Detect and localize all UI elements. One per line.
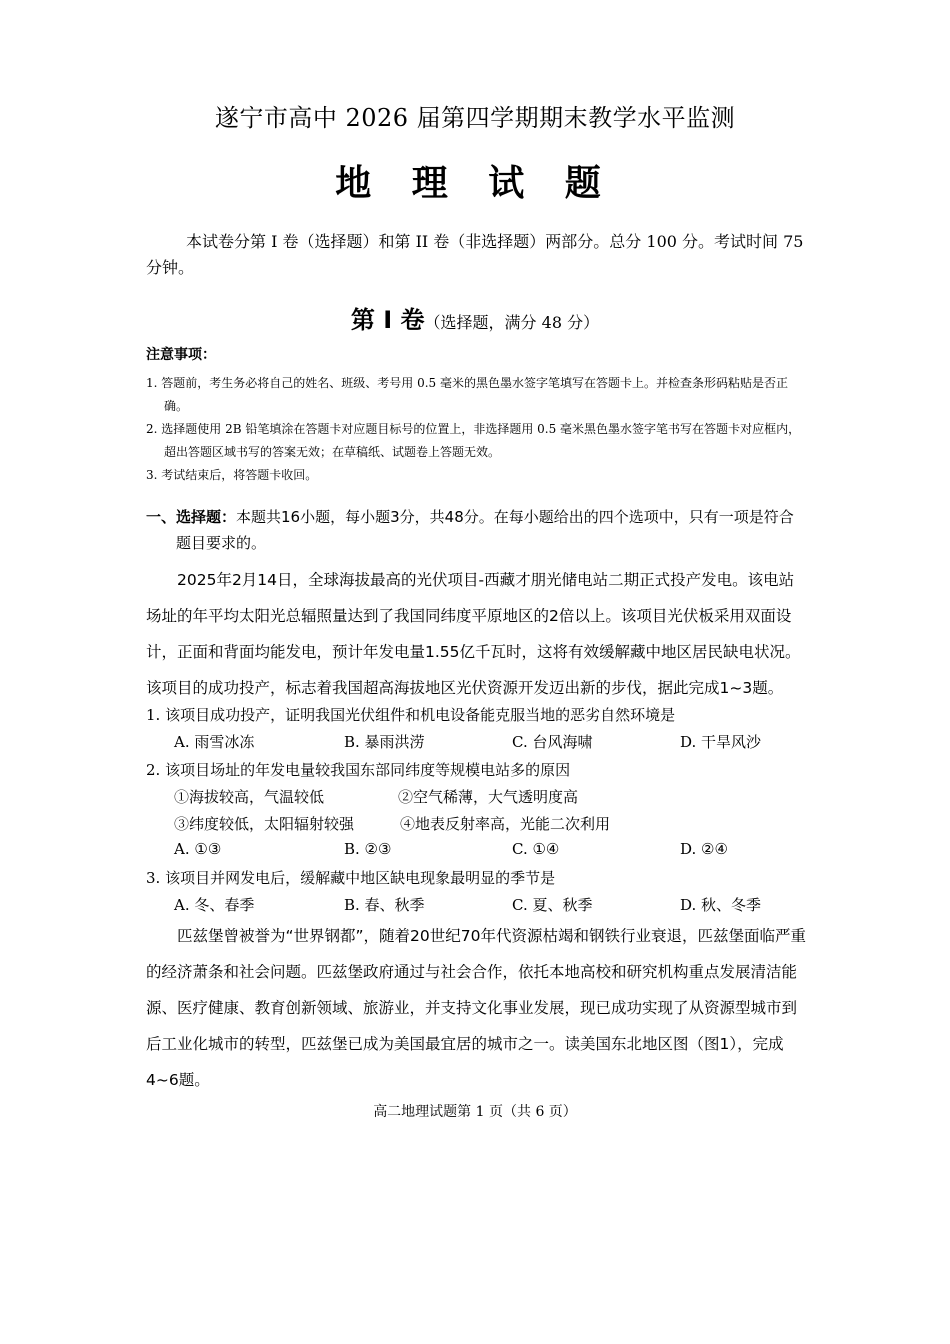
section-text: 本题共16小题，每小题3分，共48分。在每小题给出的四个选项中，只有一项是符合题目要求的。 [176,508,794,552]
question-stem: 3. 该项目并网发电后，缓解藏中地区缺电现象最明显的季节是 [146,869,556,887]
question-option: C. 台风海啸 [512,733,593,751]
question-statement: ④地表反射率高，光能二次利用 [400,815,611,833]
question-statement: ③纬度较低，太阳辐射较强 [174,815,355,833]
question-option: B. 暴雨洪涝 [344,733,425,751]
reading-passage: 匹兹堡曾被誉为“世界钢都”，随着20世纪70年代资源枯竭和钢铁行业衰退，匹兹堡面临严重的经济萧条和社会问题。匹兹堡政府通过与社会合作，依托本地高校和研究机构重点发展清洁能源、医疗健康、教育创新领域、旅游业，并支持文化事业发展，现已成功实现了从资源型城市到后工业化城市的转型，匹兹堡已成为美国最宜居的城市之一。读美国东北地区图（图1），完成4~6题。 [146,927,807,1089]
part-one-title: 第 I 卷 [350,306,425,334]
question-option: A. ①③ [174,840,222,858]
section-label: 一、选择题： [146,508,237,526]
question-option: C. ①④ [512,840,560,858]
section-heading [146,504,808,556]
subject-title: 地 理 试 题 [335,163,615,204]
question-stem: 2. 该项目场址的年发电量较我国东部同纬度等规模电站多的原因 [146,761,571,779]
part-one-subtitle: （选择题，满分 48 分） [424,313,600,332]
question-option: B. ②③ [344,840,392,858]
question-option: A. 雨雪冰冻 [174,733,255,751]
question-statement: ②空气稀薄，大气透明度高 [398,788,579,806]
question-option: D. 干旱风沙 [680,733,762,751]
note-item: 1. 答题前，考生务必将自己的姓名、班级、考号用 0.5 毫米的黑色墨水签字笔填写在答题卡上。并检查条形码粘贴是否正确。 [146,376,788,413]
notes-title: 注意事项： [146,347,216,363]
question-option: C. 夏、秋季 [512,896,593,914]
question-option: A. 冬、春季 [174,896,255,914]
note-item: 3. 考试结束后，将答题卡收回。 [146,468,318,482]
exam-title: 遂宁市高中 2026 届第四学期期末教学水平监测 [214,104,736,132]
page-footer: 高二地理试题第 1 页（共 6 页） [373,1104,577,1120]
reading-passage: 2025年2月14日，全球海拔最高的光伏项目-西藏才朋光储电站二期正式投产发电。该电站场址的年平均太阳光总辐照量达到了我国同纬度平原地区的2倍以上。该项目光伏板采用双面设计，正面和背面均能发电，预计年发电量1.55亿千瓦时，这将有效缓解藏中地区居民缺电状况。该项目的成功投产，标志着我国超高海拔地区光伏资源开发迈出新的步伐，据此完成1~3题。 [146,571,801,697]
note-item: 2. 选择题使用 2B 铅笔填涂在答题卡对应题目标号的位置上，非选择题用 0.5 毫米黑色墨水签字笔书写在答题卡对应框内，超出答题区域书写的答案无效；在草稿纸、试题卷上答题无效。 [146,422,801,459]
exam-intro: 本试卷分第 I 卷（选择题）和第 II 卷（非选择题）两部分。总分 100 分。考试时间 75 分钟。 [146,232,804,277]
part-one-heading [0,300,950,335]
question-option: B. 春、秋季 [344,896,425,914]
question-option: D. ②④ [680,840,728,858]
question-statement: ①海拔较高，气温较低 [174,788,325,806]
question-stem: 1. 该项目成功投产，证明我国光伏组件和机电设备能克服当地的恶劣自然环境是 [146,706,676,724]
question-option: D. 秋、冬季 [680,896,762,914]
